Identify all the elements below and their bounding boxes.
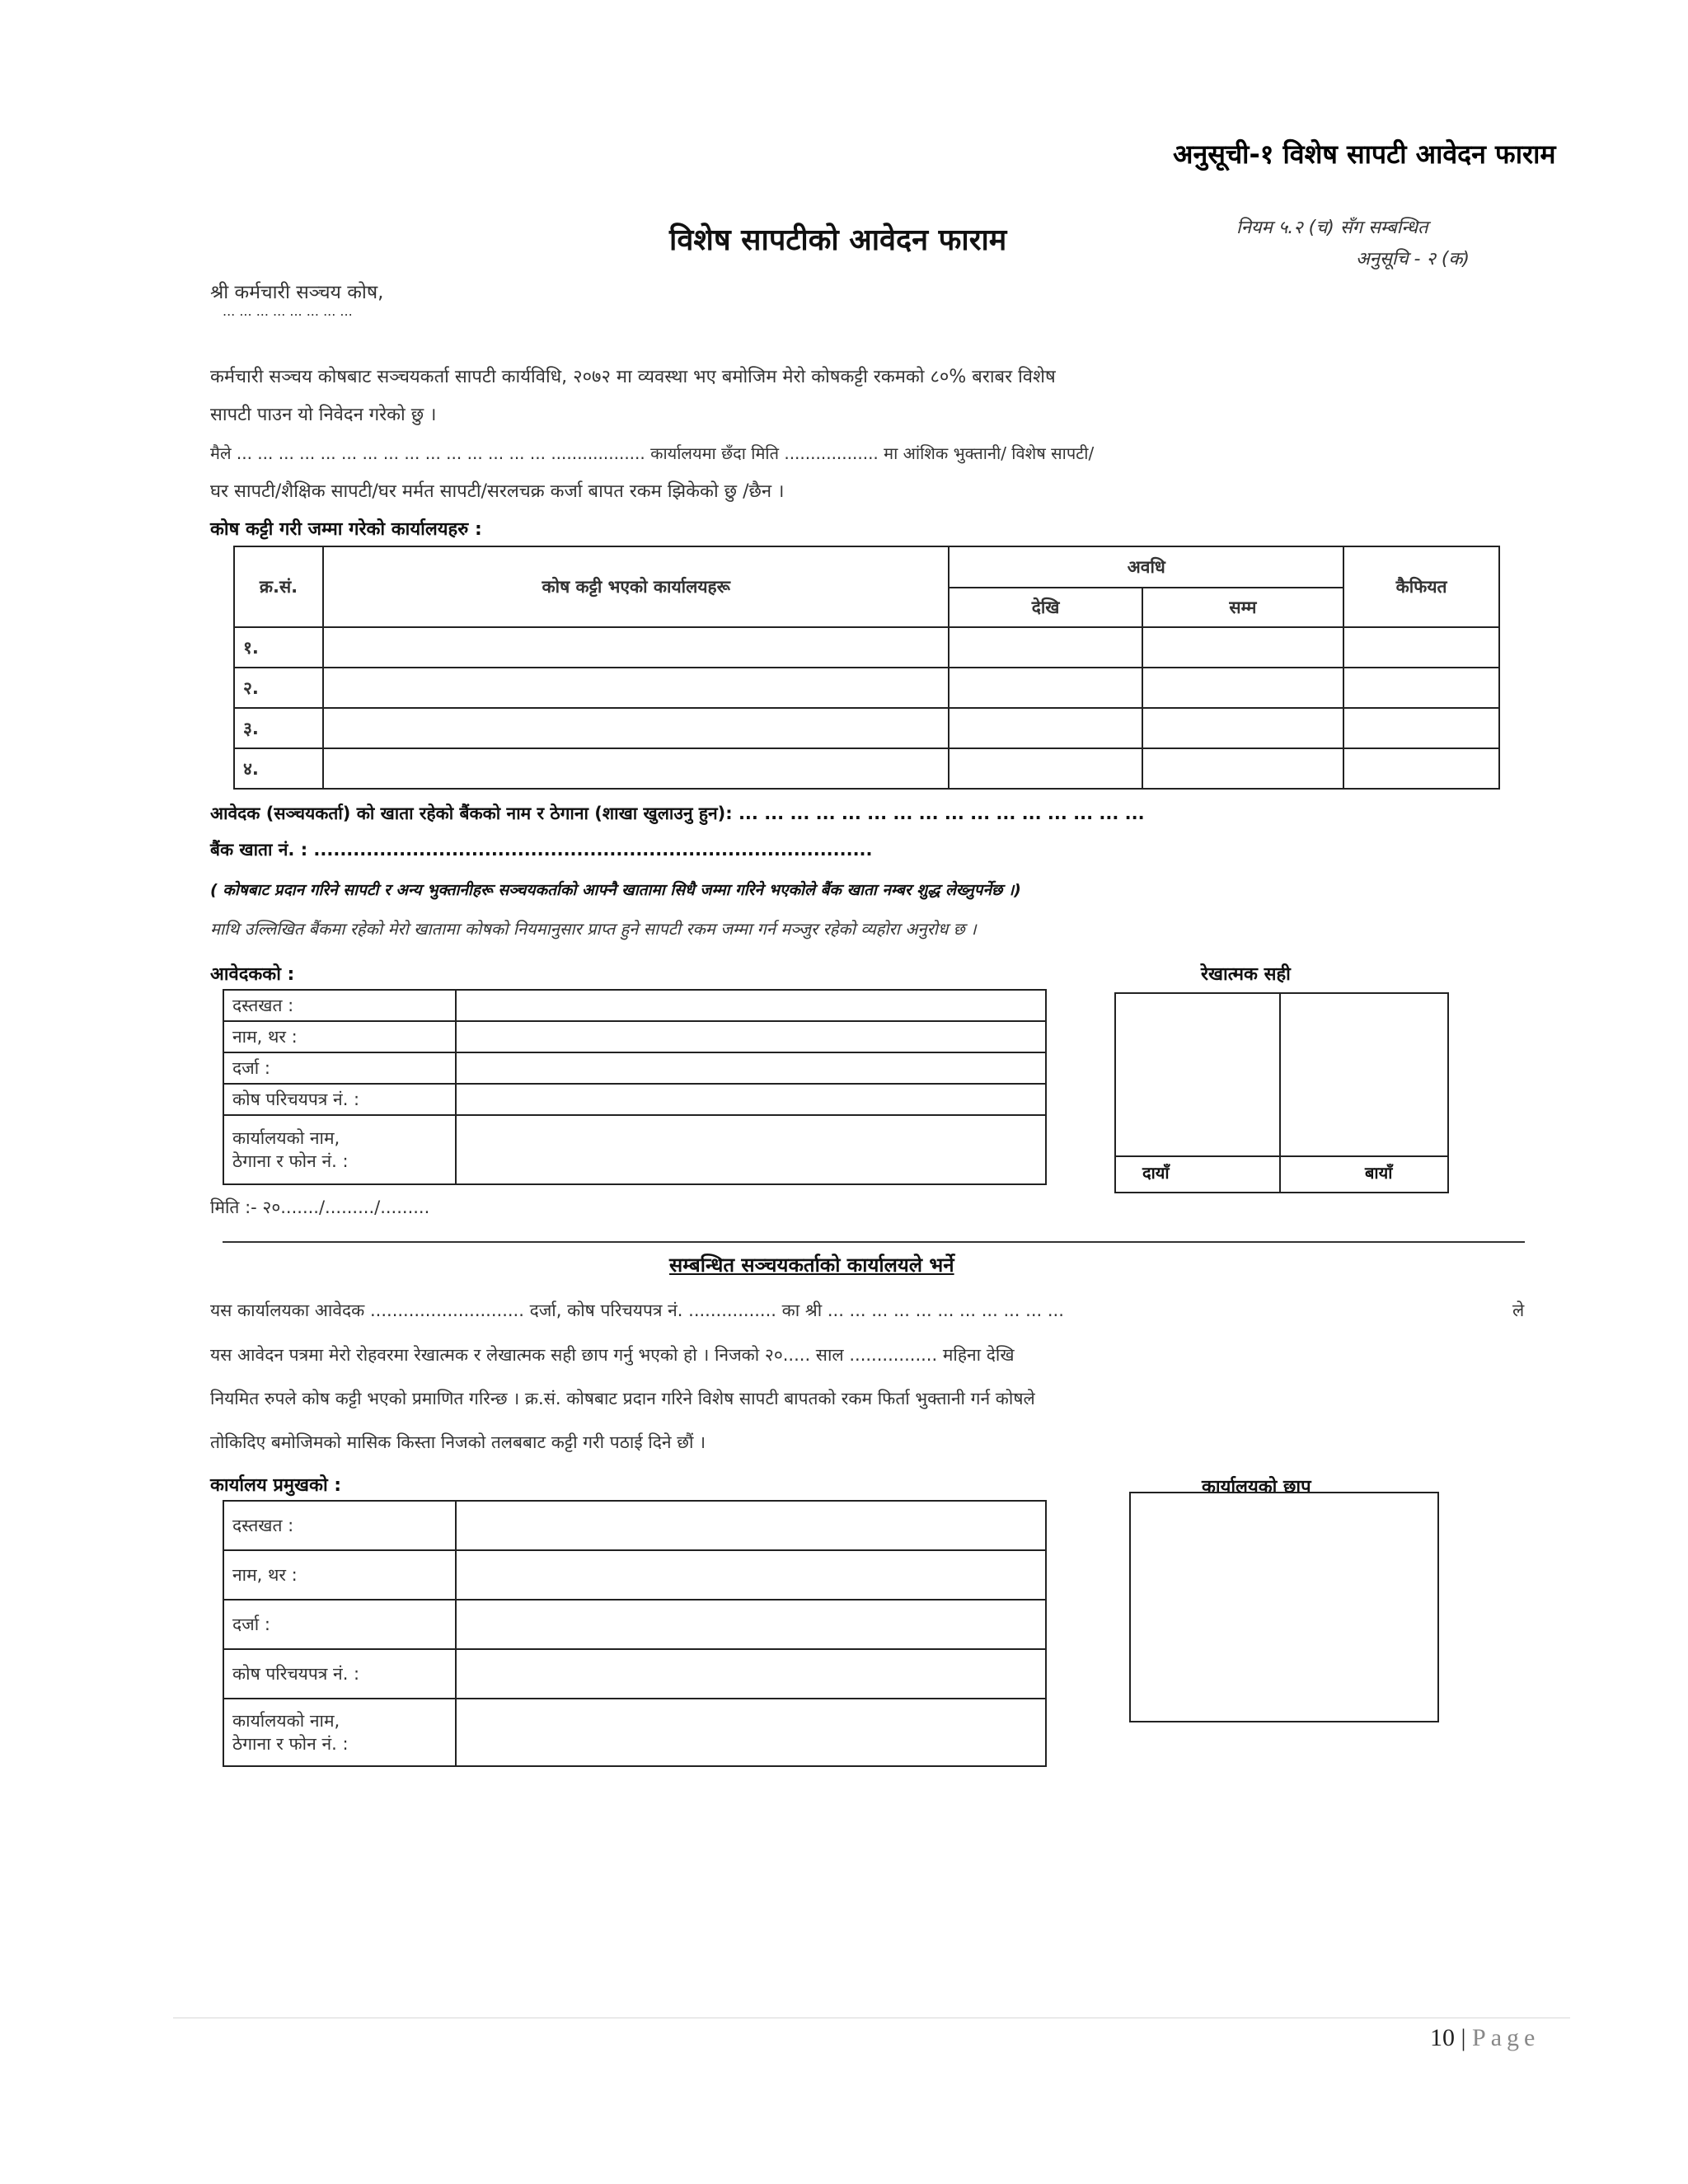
office-section-line3: नियमित रुपले कोष कट्टी भएको प्रमाणित गरिन्छ । क्र.सं. कोषबाट प्रदान गरिने विशेष सापटी बापतको रकम फिर्ता भुक्तानी गर्न कोषले bbox=[210, 1389, 1035, 1408]
to-cell[interactable] bbox=[1142, 748, 1343, 789]
table-row bbox=[234, 708, 1499, 748]
signature-label: दस्तखत : bbox=[223, 1501, 456, 1550]
rule-reference-line1: नियम ५.२ (च) सँग सम्बन्धित bbox=[1236, 218, 1428, 238]
signature-field[interactable] bbox=[456, 1501, 1046, 1550]
office-address-label-line2: ठेगाना र फोन नं. : bbox=[232, 1734, 349, 1754]
office-cell[interactable] bbox=[323, 748, 949, 789]
bank-note-line2: माथि उल्लिखित बैंकमा रहेको मेरो खातामा कोषको नियमानुसार प्राप्त हुने सापटी रकम जम्मा गर्न मञ्जुर रहेको व्यहोरा अनुरोध छ । bbox=[210, 919, 977, 939]
office-address-label-line2: ठेगाना र फोन नं. : bbox=[232, 1151, 349, 1171]
designation-field[interactable] bbox=[456, 1052, 1046, 1084]
annex-title: अनुसूची-१ विशेष सापटी आवेदन फाराम bbox=[1173, 138, 1556, 170]
name-label: नाम, थर : bbox=[223, 1021, 456, 1052]
from-cell[interactable] bbox=[949, 708, 1142, 748]
office-head-table bbox=[223, 1500, 1047, 1767]
office-address-label-line1: कार्यालयको नाम, bbox=[232, 1128, 340, 1148]
designation-label: दर्जा : bbox=[223, 1052, 456, 1084]
office-cell[interactable] bbox=[323, 708, 949, 748]
office-section-title: सम्बन्धित सञ्चयकर्ताको कार्यालयले भर्ने bbox=[669, 1254, 954, 1277]
fingerprint-heading: रेखात्मक सही bbox=[1201, 964, 1291, 985]
bank-account-line: बैंक खाता नं. : ..................................................................................... bbox=[210, 840, 873, 860]
designation-field[interactable] bbox=[456, 1600, 1046, 1649]
request-paragraph-line1: कर्मचारी सञ्चय कोषबाट सञ्चयकर्ता सापटी कार्यविधि, २०७२ मा व्यवस्था भए बमोजिम मेरो कोषकट्टी रकमको ८०% बराबर विशेष bbox=[210, 367, 1056, 387]
addressee-line1: श्री कर्मचारी सञ्चय कोष, bbox=[210, 282, 384, 303]
name-label: नाम, थर : bbox=[223, 1550, 456, 1600]
fingerprint-divider bbox=[1279, 994, 1281, 1192]
to-cell[interactable] bbox=[1142, 708, 1343, 748]
offices-heading: कोष कट्टी गरी जम्मा गरेको कार्यालयहरु : bbox=[210, 519, 482, 540]
from-cell[interactable] bbox=[949, 668, 1142, 708]
designation-label: दर्जा : bbox=[223, 1600, 456, 1649]
office-section-line1: यस कार्यालयका आवेदक ............................ दर्जा, कोष परिचयपत्र नं. ................ का श्री ... ... ... ... ... ... ... ... ... ... ... bbox=[210, 1301, 1064, 1320]
page-number bbox=[1430, 2023, 1540, 2053]
col-to: सम्म bbox=[1142, 588, 1343, 627]
office-cell[interactable] bbox=[323, 627, 949, 668]
office-address-field[interactable] bbox=[456, 1699, 1046, 1766]
fund-id-field[interactable] bbox=[456, 1084, 1046, 1115]
page-separator: | bbox=[1455, 2024, 1473, 2051]
stamp-heading: कार्यालयको छाप bbox=[1202, 1477, 1311, 1497]
fund-id-field[interactable] bbox=[456, 1649, 1046, 1699]
office-section-line1-end: ले bbox=[1512, 1301, 1525, 1320]
right-thumb-label: दायाँ bbox=[1142, 1163, 1170, 1183]
office-cell[interactable] bbox=[323, 668, 949, 708]
office-head-heading: कार्यालय प्रमुखको : bbox=[210, 1475, 342, 1496]
previous-loan-line2: घर सापटी/शैक्षिक सापटी/घर मर्मत सापटी/सरलचक्र कर्जा बापत रकम झिकेको छु /छैन । bbox=[210, 481, 785, 502]
date-line: मिति :- २०......./........./......... bbox=[210, 1197, 430, 1217]
addressee-line2: ... ... ... ... ... ... ... ... bbox=[223, 303, 353, 319]
name-field[interactable] bbox=[456, 1550, 1046, 1600]
to-cell[interactable] bbox=[1142, 627, 1343, 668]
remarks-cell[interactable] bbox=[1343, 627, 1499, 668]
col-period: अवधि bbox=[949, 546, 1343, 588]
office-address-label bbox=[223, 1115, 456, 1184]
left-thumb-label: बायाँ bbox=[1365, 1163, 1393, 1183]
row-serial: २. bbox=[234, 668, 323, 708]
page-word: Page bbox=[1472, 2024, 1540, 2051]
applicant-heading: आवेदकको : bbox=[210, 964, 295, 985]
remarks-cell[interactable] bbox=[1343, 748, 1499, 789]
office-address-label bbox=[223, 1699, 456, 1766]
offices-table bbox=[233, 546, 1500, 790]
remarks-cell[interactable] bbox=[1343, 668, 1499, 708]
request-paragraph-line2: सापटी पाउन यो निवेदन गरेको छु । bbox=[210, 405, 437, 425]
bank-note-line1: ( कोषबाट प्रदान गरिने सापटी र अन्य भुक्तानीहरू सञ्चयकर्ताको आफ्नै खातामा सिधै जम्मा गरिने भएकोले बैंक खाता नम्बर शुद्ध लेख्नुपर्नेछ ।) bbox=[210, 881, 1021, 899]
name-field[interactable] bbox=[456, 1021, 1046, 1052]
table-row bbox=[234, 668, 1499, 708]
section-separator bbox=[223, 1241, 1525, 1243]
remarks-cell[interactable] bbox=[1343, 708, 1499, 748]
row-serial: ४. bbox=[234, 748, 323, 789]
row-serial: ३. bbox=[234, 708, 323, 748]
office-section-line4: तोकिदिए बमोजिमको मासिक किस्ता निजको तलबबाट कट्टी गरी पठाई दिने छौं । bbox=[210, 1432, 706, 1452]
office-address-label-line1: कार्यालयको नाम, bbox=[232, 1711, 340, 1731]
col-from: देखि bbox=[949, 588, 1142, 627]
from-cell[interactable] bbox=[949, 627, 1142, 668]
col-office-name: कोष कट्टी भएको कार्यालयहरू bbox=[323, 546, 949, 627]
to-cell[interactable] bbox=[1142, 668, 1343, 708]
signature-field[interactable] bbox=[456, 990, 1046, 1021]
table-row bbox=[234, 627, 1499, 668]
rule-reference-line2: अनुसूचि - २ (क) bbox=[1356, 249, 1470, 269]
signature-label: दस्तखत : bbox=[223, 990, 456, 1021]
fund-id-label: कोष परिचयपत्र नं. : bbox=[223, 1649, 456, 1699]
bank-name-line: आवेदक (सञ्चयकर्ता) को खाता रहेको बैंकको नाम र ठेगाना (शाखा खुलाउनु हुन): ... ... ... ... ... ... ... ... ... ... ... ... ... ... ... ... bbox=[210, 804, 1145, 823]
table-row bbox=[234, 748, 1499, 789]
row-serial: १. bbox=[234, 627, 323, 668]
fingerprint-label-rule bbox=[1116, 1155, 1447, 1157]
fingerprint-box bbox=[1114, 992, 1449, 1193]
page-number-value: 10 bbox=[1430, 2024, 1455, 2051]
form-title: विशेष सापटीको आवेदन फाराम bbox=[669, 223, 1007, 257]
previous-loan-line1: मैले ... ... ... ... ... ... ... ... ... ... ... ... ... ... ... .................. कार्यालयमा छँदा मिति .................. मा आंशिक भुक्तानी/ विशेष सापटी/ bbox=[210, 443, 1095, 463]
applicant-table bbox=[223, 989, 1047, 1185]
fund-id-label: कोष परिचयपत्र नं. : bbox=[223, 1084, 456, 1115]
col-serial-number: क्र.सं. bbox=[234, 546, 323, 627]
office-section-line2: यस आवेदन पत्रमा मेरो रोहवरमा रेखात्मक र लेखात्मक सही छाप गर्नु भएको हो । निजको २०..... साल ................ महिना देखि bbox=[210, 1345, 1015, 1365]
from-cell[interactable] bbox=[949, 748, 1142, 789]
office-address-field[interactable] bbox=[456, 1115, 1046, 1184]
col-remarks: कैफियत bbox=[1343, 546, 1499, 627]
office-stamp-box bbox=[1129, 1492, 1439, 1722]
